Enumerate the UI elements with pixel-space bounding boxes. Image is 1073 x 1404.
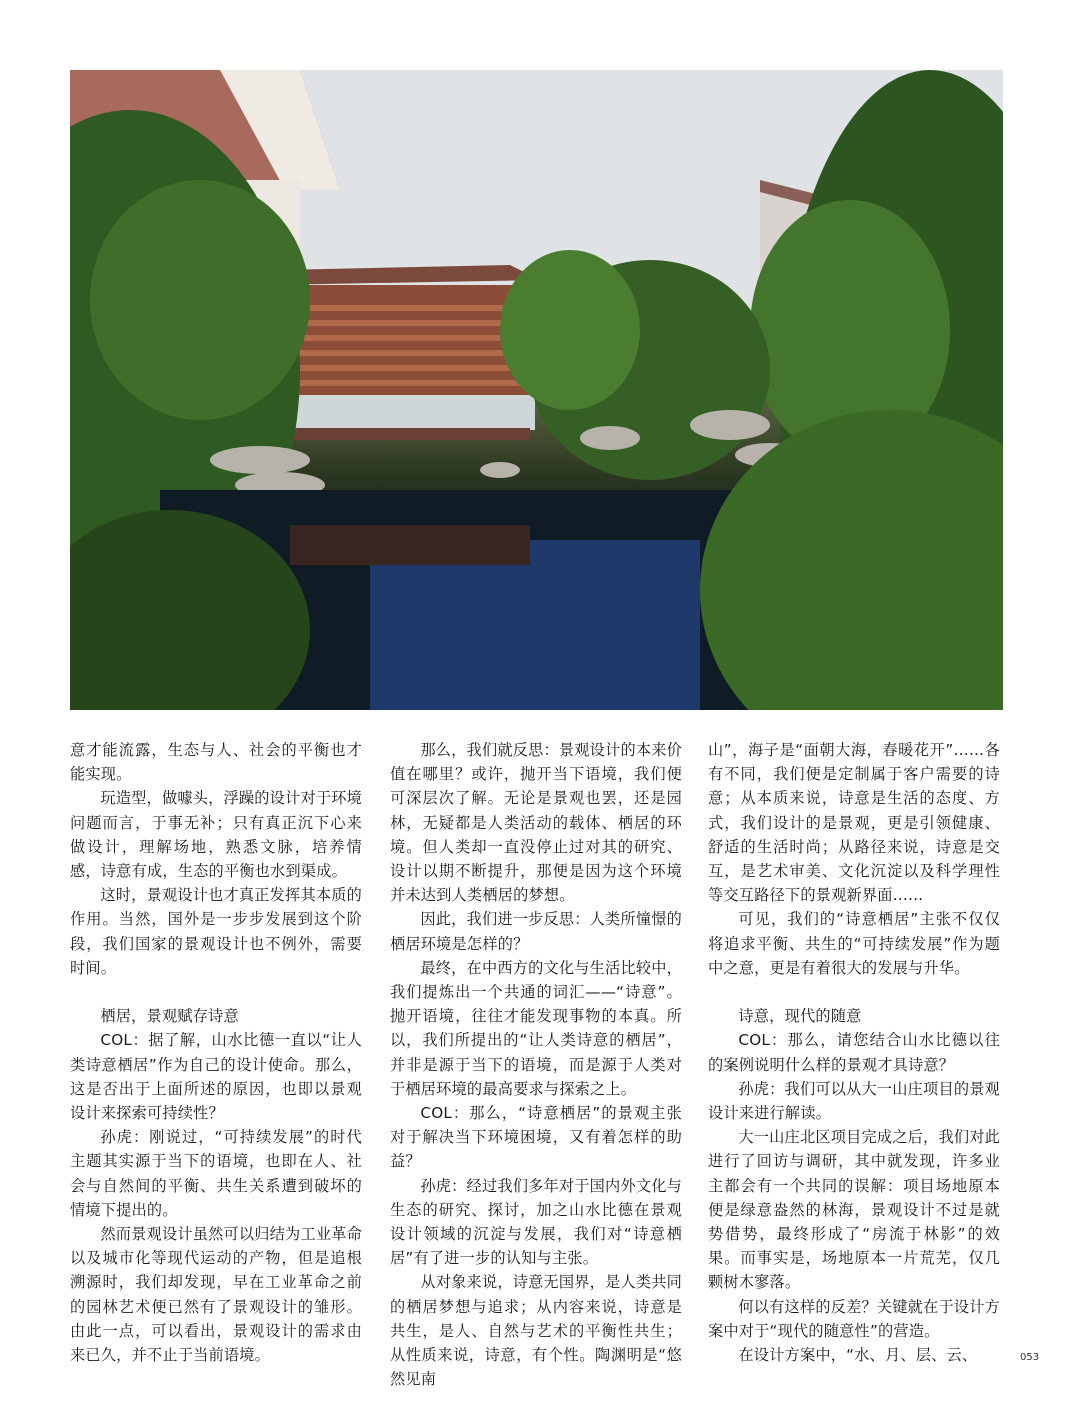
paragraph: 从对象来说，诗意无国界，是人类共同的栖居梦想与追求；从内容来说，诗意是共生，是人、自然与艺术的平衡性共生；从性质来说，诗意，有个性。陶渊明是“悠然见南 — [390, 1273, 682, 1389]
paragraph: 何以有这样的反差？关键就在于设计方案中对于“现代的随意性”的营造。 — [708, 1297, 1000, 1340]
paragraph: 在设计方案中，“水、月、层、云、 — [738, 1346, 978, 1365]
paragraph: COL：那么，“诗意栖居”的景观主张对于解决当下环境困境，又有着怎样的助益？ — [390, 1104, 682, 1171]
text-column-3 — [708, 738, 1000, 1367]
paragraph: COL：那么，请您结合山水比德以往的案例说明什么样的景观才具诗意？ — [708, 1031, 1000, 1074]
page-number: 053 — [1020, 1352, 1040, 1363]
paragraph: COL：据了解，山水比德一直以“让人类诗意栖居”作为自己的设计使命。那么，这是否出于上面所述的原因，也即以景观设计来探索可持续性？ — [70, 1031, 362, 1123]
paragraph: 最终，在中西方的文化与生活比较中，我们提炼出一个共通的词汇——“诗意”。抛开语境，往往才能发现事物的本真。所以，我们所提出的“让人类诗意的栖居”，并非是源于当下的语境，而是源于人类对于栖居环境的最高要求与探索之上。 — [390, 958, 682, 1098]
section-heading: 诗意，现代的随意 — [738, 1007, 862, 1026]
paragraph: 可见，我们的“诗意栖居”主张不仅仅将追求平衡、共生的“可持续发展”作为题中之意，更是有着很大的发展与升华。 — [708, 910, 1000, 977]
text-column-1 — [70, 738, 362, 1367]
paragraph: 然而景观设计虽然可以归结为工业革命以及城市化等现代运动的产物，但是追根溯源时，我们却发现，早在工业革命之前的园林艺术便已然有了景观设计的雏形。由此一点，可以看出，景观设计的需求由来已久，并不止于当前语境。 — [70, 1225, 362, 1365]
paragraph: 意才能流露，生态与人、社会的平衡也才能实现。 — [70, 741, 362, 784]
text-column-2 — [390, 738, 682, 1391]
paragraph: 山”，海子是“面朝大海，春暖花开”……各有不同，我们便是定制属于客户需要的诗意；从本质来说，诗意是生活的态度、方式，我们设计的是景观，更是引领健康、舒适的生活时尚；从路径来说，诗意是交互，是艺术审美、文化沉淀以及科学理性等交互路径下的景观新界面…… — [708, 741, 1000, 905]
photo-illustration — [70, 70, 1003, 710]
section-heading: 栖居，景观赋存诗意 — [100, 1007, 239, 1026]
garden-pond-photo — [70, 70, 1003, 710]
paragraph: 孙虎：经过我们多年对于国内外文化与生态的研究、探讨，加之山水比德在景观设计领域的沉淀与发展，我们对“诗意栖居”有了进一步的认知与主张。 — [390, 1176, 682, 1268]
paragraph: 因此，我们进一步反思：人类所憧憬的栖居环境是怎样的？ — [390, 910, 682, 953]
paragraph: 大一山庄北区项目完成之后，我们对此进行了回访与调研，其中就发现，许多业主都会有一个共同的误解：项目场地原本便是绿意盎然的林海，景观设计不过是就势借势，最终形成了“房流于林影”的效果。而事实是，场地原本一片荒芜，仅几颗树木寥落。 — [708, 1128, 1000, 1292]
paragraph: 孙虎：我们可以从大一山庄项目的景观设计来进行解读。 — [708, 1079, 1000, 1123]
paragraph: 这时，景观设计也才真正发挥其本质的作用。当然，国外是一步步发展到这个阶段，我们国家的景观设计也不例外，需要时间。 — [70, 886, 362, 977]
paragraph: 孙虎：刚说过，“可持续发展”的时代主题其实源于当下的语境，也即在人、社会与自然间的平衡、共生关系遭到破坏的情境下提出的。 — [70, 1128, 362, 1219]
paragraph: 那么，我们就反思：景观设计的本来价值在哪里？或许，抛开当下语境，我们便可深层次了解。无论是景观也罢，还是园林，无疑都是人类活动的载体、栖居的环境。但人类却一直没停止过对其的研究、设计以期不断提升，那便是因为这个环境并未达到人类栖居的梦想。 — [390, 741, 682, 905]
paragraph: 玩造型，做噱头，浮躁的设计对于环境问题而言，于事无补；只有真正沉下心来做设计，理解场地，熟悉文脉，培养情感，诗意有成，生态的平衡也水到渠成。 — [70, 789, 362, 881]
